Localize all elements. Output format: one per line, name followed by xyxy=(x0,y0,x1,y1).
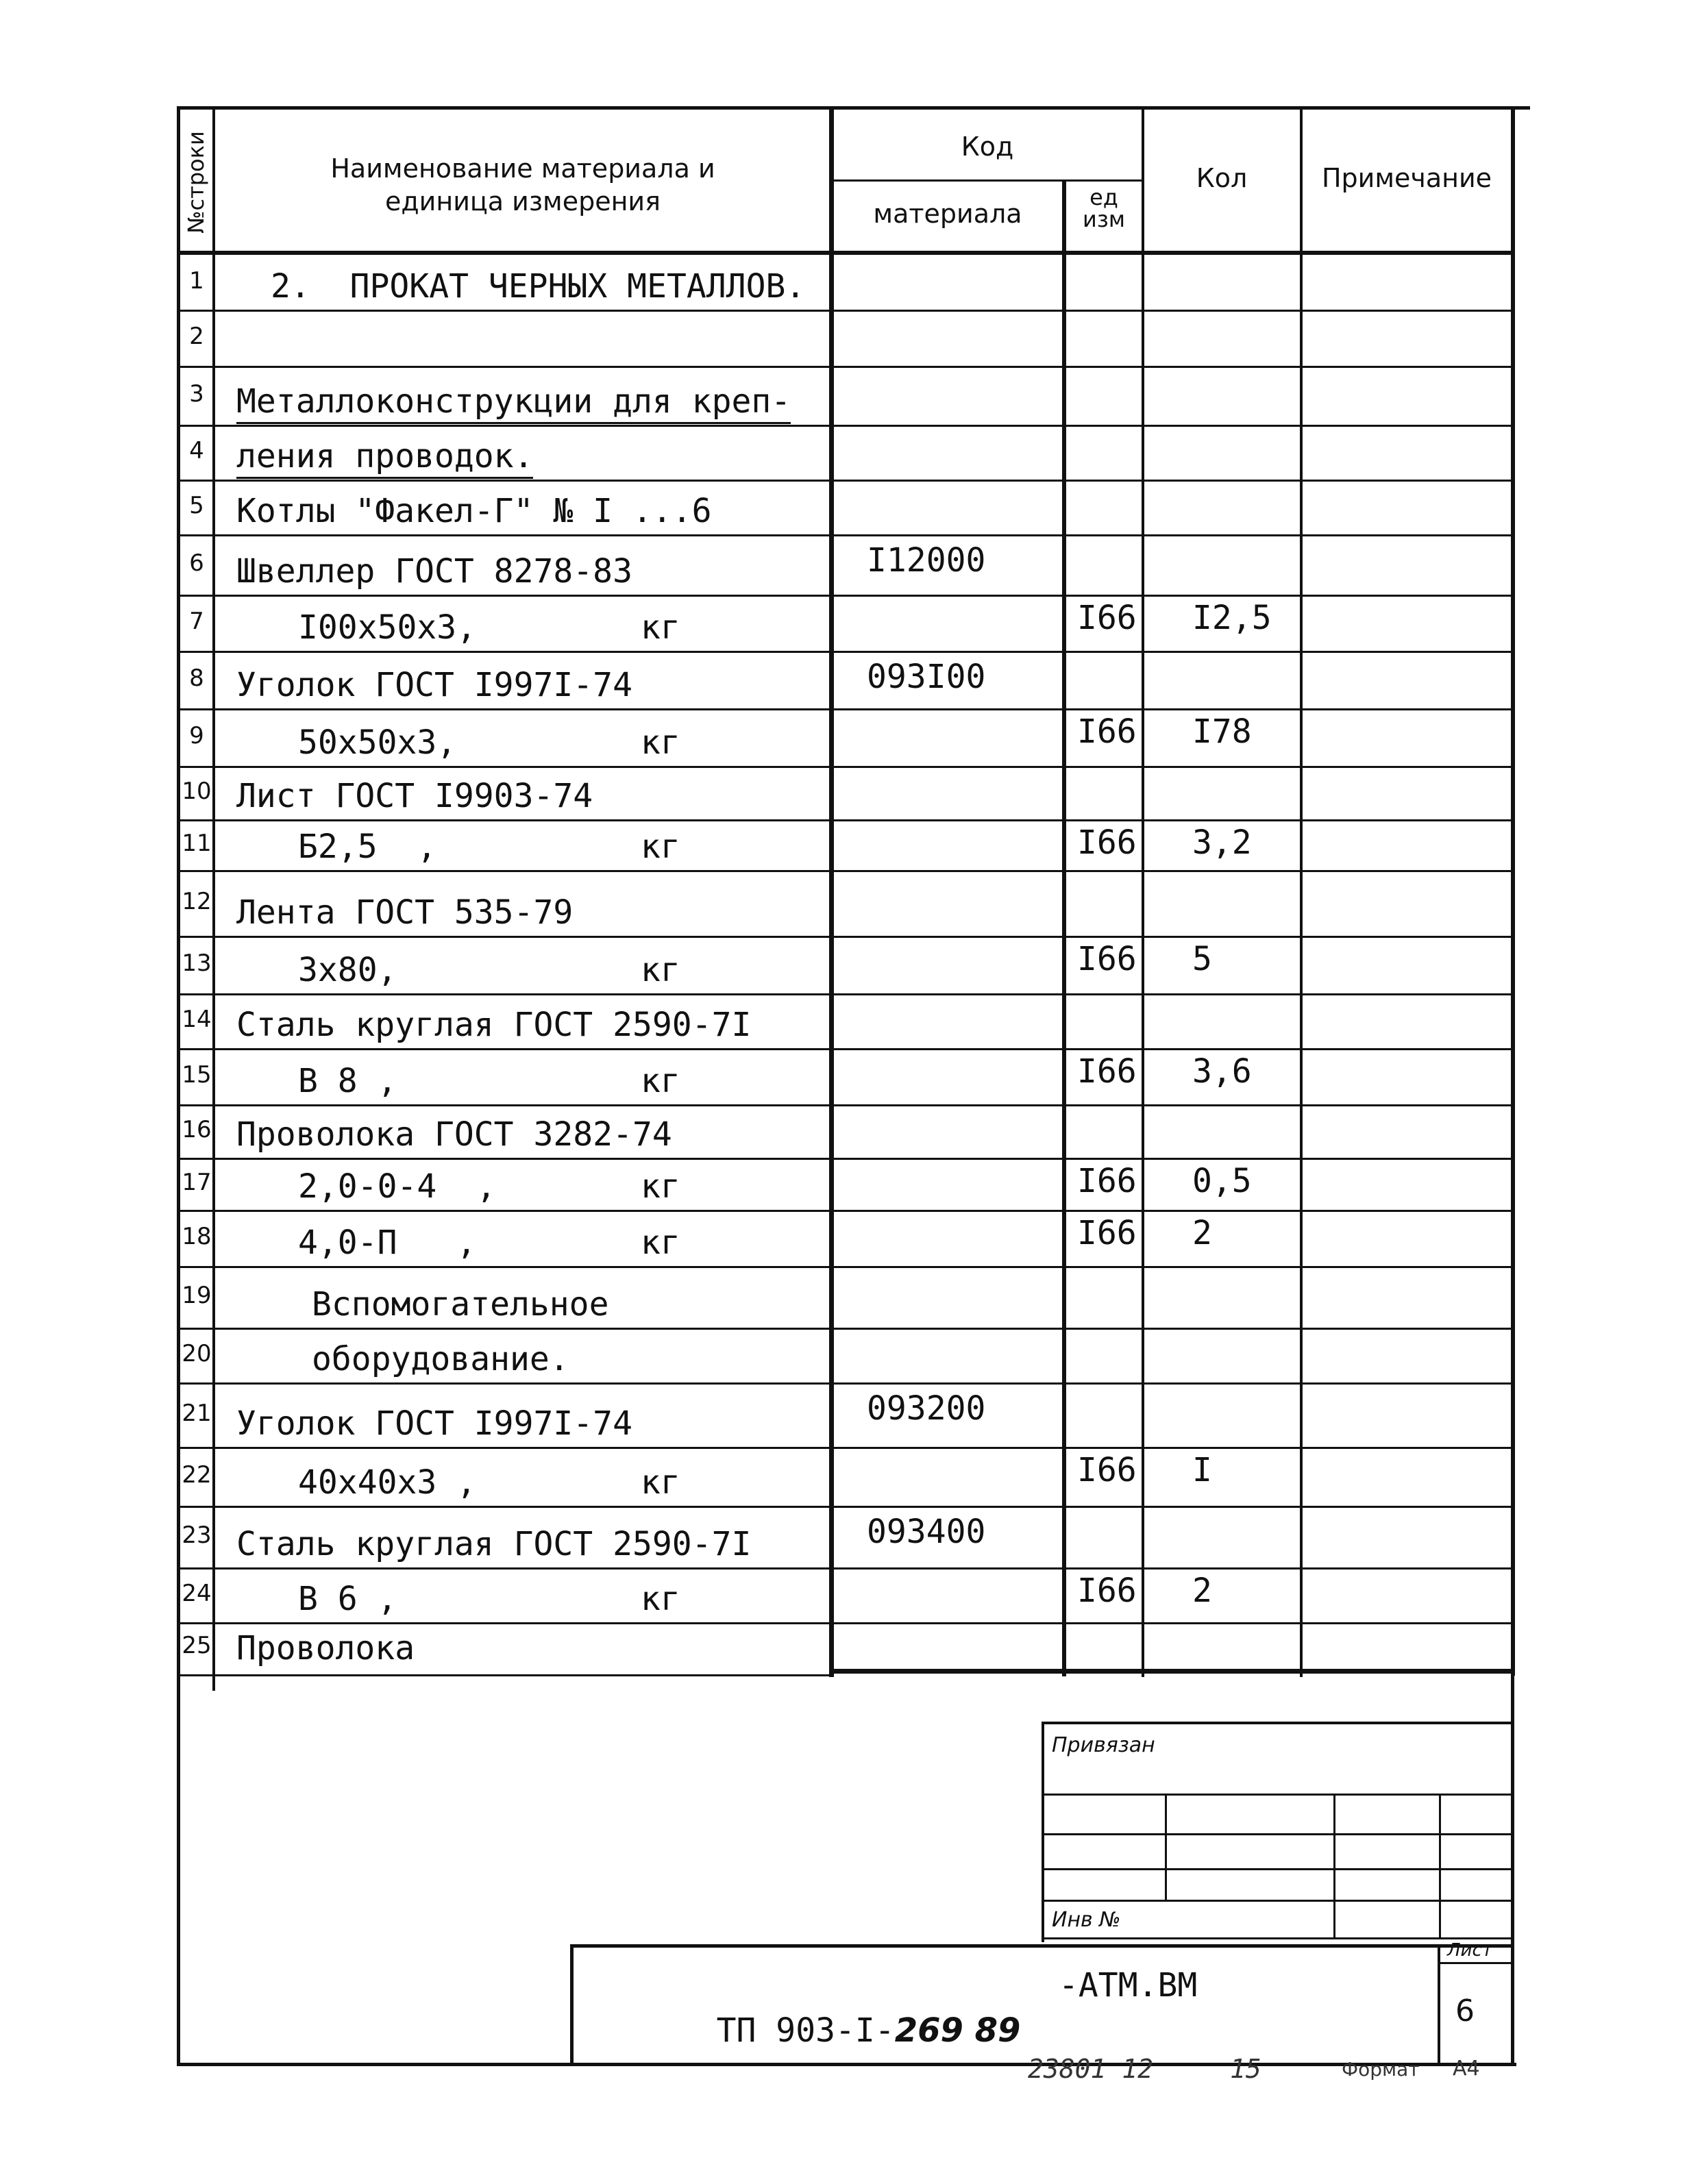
row-number: 15 xyxy=(182,1061,212,1089)
material-name: Швеллер ГОСТ 8278-83 xyxy=(236,552,632,591)
material-name: 3x80, xyxy=(298,951,397,989)
row-number: 7 xyxy=(189,608,204,635)
row-separator xyxy=(180,1622,1512,1624)
material-name: В 6 , xyxy=(298,1580,397,1618)
material-name: Вспомогательное xyxy=(312,1285,609,1324)
unit-name: кг xyxy=(641,1062,680,1100)
material-name: Проволока ГОСТ 3282-74 xyxy=(236,1115,672,1154)
document-code-prefix: ТП 903-I- xyxy=(716,2011,895,2050)
material-name: Сталь круглая ГОСТ 2590-7I xyxy=(236,1006,752,1044)
unit-code: I66 xyxy=(1077,940,1137,978)
quantity: 5 xyxy=(1192,940,1212,978)
material-name: Котлы "Факел-Г" № I ...6 xyxy=(236,492,712,530)
row-separator xyxy=(180,1567,1512,1569)
row-number: 21 xyxy=(182,1400,212,1427)
row-number: 14 xyxy=(182,1006,212,1033)
document-code-handwritten: 269 89 xyxy=(894,2011,1021,2050)
sheet-label: Лист xyxy=(1447,1940,1492,1961)
quantity: 3,6 xyxy=(1192,1052,1252,1091)
row-number: 23 xyxy=(182,1522,212,1549)
material-name: I00x50x3, xyxy=(298,608,477,647)
material-name: оборудование. xyxy=(312,1340,569,1378)
row-separator xyxy=(180,595,1512,597)
row-separator xyxy=(180,480,1512,482)
row-number: 10 xyxy=(182,778,212,805)
row-number: 8 xyxy=(189,665,204,692)
row-separator xyxy=(180,708,1512,710)
row-separator xyxy=(180,1158,1512,1160)
unit-name: кг xyxy=(641,1580,680,1618)
unit-code: I66 xyxy=(1077,823,1137,862)
inventory-number-label: Инв № xyxy=(1052,1908,1121,1932)
row-number: 16 xyxy=(182,1116,212,1143)
code-column-header: Код xyxy=(961,132,1014,162)
format-value: А4 xyxy=(1453,2057,1480,2081)
material-name: Уголок ГОСТ I997I-74 xyxy=(236,1404,632,1443)
unit-header-line-1: ед xyxy=(1089,184,1118,210)
unit-name: кг xyxy=(641,1463,680,1502)
row-separator xyxy=(180,993,1512,995)
unit-code: I66 xyxy=(1077,712,1137,751)
attached-label: Привязан xyxy=(1052,1733,1155,1757)
row-number-header: №строки xyxy=(183,131,209,234)
unit-code: I66 xyxy=(1077,1214,1137,1252)
row-separator xyxy=(180,366,1512,368)
row-separator xyxy=(180,936,1512,938)
row-separator xyxy=(180,819,1512,821)
row-number: 12 xyxy=(182,888,212,915)
quantity: 2 xyxy=(1192,1214,1212,1252)
quantity: I78 xyxy=(1192,712,1252,751)
row-number: 13 xyxy=(182,950,212,977)
material-code: 093I00 xyxy=(867,658,986,696)
material-name: ления проводок. xyxy=(236,437,533,479)
quantity: I xyxy=(1192,1451,1212,1489)
quantity: 2 xyxy=(1192,1572,1212,1610)
material-code: I12000 xyxy=(867,541,986,580)
quantity: I2,5 xyxy=(1192,599,1272,637)
row-number: 25 xyxy=(182,1632,212,1659)
material-name: Проволока xyxy=(236,1629,415,1667)
material-code: 093400 xyxy=(867,1513,986,1551)
archive-page-number: 15 xyxy=(1230,2054,1261,2084)
material-name: В 8 , xyxy=(298,1062,397,1100)
material-code-header: материала xyxy=(873,199,1022,229)
row-separator xyxy=(180,534,1512,536)
row-separator xyxy=(180,870,1512,872)
unit-name: кг xyxy=(641,828,680,866)
row-separator xyxy=(180,1447,1512,1449)
material-name: Б2,5 , xyxy=(298,828,437,866)
unit-name: кг xyxy=(641,608,680,647)
name-header-line-2: единица измерения xyxy=(385,186,661,216)
material-name: Уголок ГОСТ I997I-74 xyxy=(236,666,632,704)
qty-column-header: Кол xyxy=(1196,163,1248,193)
unit-code: I66 xyxy=(1077,599,1137,637)
unit-name: кг xyxy=(641,723,680,762)
row-number: 4 xyxy=(189,437,204,464)
row-number: 24 xyxy=(182,1580,212,1607)
unit-code: I66 xyxy=(1077,1572,1137,1610)
row-separator xyxy=(180,1382,1512,1385)
row-separator xyxy=(180,1048,1512,1050)
document-code xyxy=(637,1973,1020,2088)
quantity: 0,5 xyxy=(1192,1162,1252,1200)
row-number: 18 xyxy=(182,1223,212,1250)
row-separator xyxy=(180,1104,1512,1106)
row-separator xyxy=(180,1328,1512,1330)
row-number: 20 xyxy=(182,1340,212,1367)
quantity: 3,2 xyxy=(1192,823,1252,862)
unit-name: кг xyxy=(641,1167,680,1206)
row-number: 22 xyxy=(182,1461,212,1489)
row-separator xyxy=(180,1210,1512,1212)
unit-code: I66 xyxy=(1077,1052,1137,1091)
material-name: 2,0-0-4 , xyxy=(298,1167,496,1206)
row-number: 6 xyxy=(189,549,204,577)
row-separator xyxy=(180,1506,1512,1508)
row-separator xyxy=(180,1266,1512,1268)
material-name: 4,0-П , xyxy=(298,1224,477,1262)
row-separator xyxy=(180,310,1512,312)
row-number: 5 xyxy=(189,492,204,519)
row-separator xyxy=(180,425,1512,427)
archive-number: 23801 12 xyxy=(1028,2054,1154,2084)
material-name: Лента ГОСТ 535-79 xyxy=(236,893,574,932)
format-label: Формат xyxy=(1342,2058,1420,2081)
unit-code: I66 xyxy=(1077,1451,1137,1489)
row-number: 3 xyxy=(189,380,204,408)
note-column-header: Примечание xyxy=(1321,163,1492,193)
name-column-header xyxy=(218,152,828,218)
material-name: 50x50x3, xyxy=(298,723,457,762)
document-code-suffix: -АТМ.ВМ xyxy=(1059,1966,1198,2005)
material-name: 40x40x3 , xyxy=(298,1463,477,1502)
material-code: 093200 xyxy=(867,1389,986,1428)
material-name: 2. ПРОКАТ ЧЕРНЫХ МЕТАЛЛОВ. xyxy=(271,267,806,306)
row-number: 9 xyxy=(189,722,204,749)
material-name: Металлоконструкции для креп- xyxy=(236,382,791,424)
material-name: Лист ГОСТ I9903-74 xyxy=(236,777,593,815)
row-number: 2 xyxy=(189,323,204,350)
unit-name: кг xyxy=(641,951,680,989)
row-number: 1 xyxy=(189,267,204,295)
unit-code-header xyxy=(1065,186,1142,230)
row-number: 11 xyxy=(182,830,212,857)
unit-code: I66 xyxy=(1077,1162,1137,1200)
row-number: 19 xyxy=(182,1282,212,1309)
row-separator xyxy=(180,766,1512,768)
unit-name: кг xyxy=(641,1224,680,1262)
unit-header-line-2: изм xyxy=(1083,206,1125,232)
name-header-line-1: Наименование материала и xyxy=(330,153,715,184)
row-number: 17 xyxy=(182,1169,212,1196)
material-name: Сталь круглая ГОСТ 2590-7I xyxy=(236,1525,752,1563)
row-separator xyxy=(180,651,1512,653)
sheet-number: 6 xyxy=(1455,1994,1475,2028)
